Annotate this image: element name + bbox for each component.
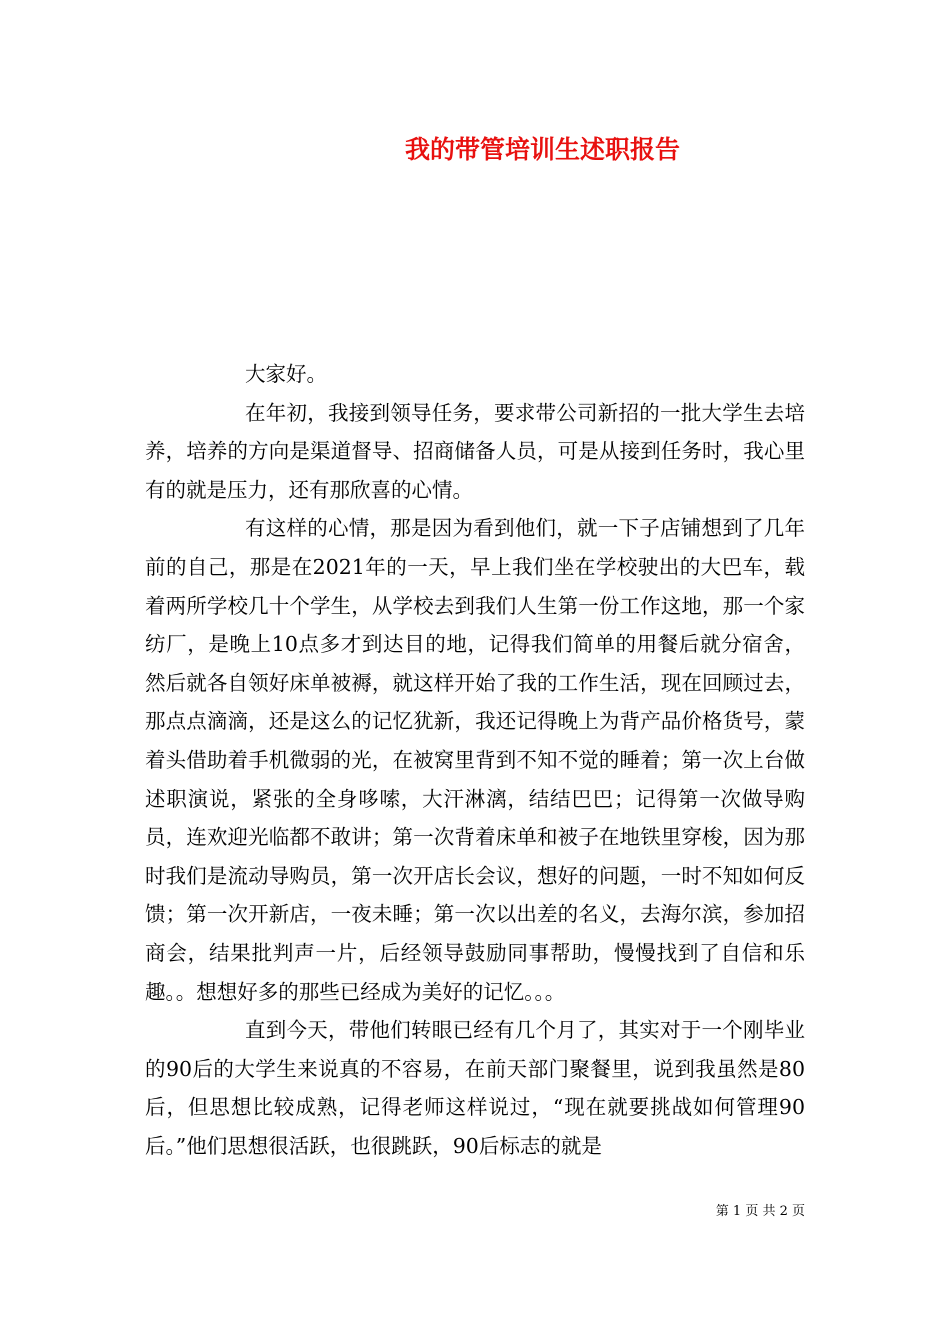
greeting-line: 大家好。	[245, 362, 327, 386]
page-number-footer: 第 1 页 共 2 页	[715, 1204, 805, 1219]
paragraph-2: 有这样的心情，那是因为看到他们，就一下子店铺想到了几年前的自己，那是在2021年的一天，早上我们坐在学校驶出的大巴车，载着两所学校几十个学生，从学校去到我们人生第一份工作这地，那一个家纺厂，是晚上10点多才到达目的地，记得我们简单的用餐后就分宿舍，然后就各自领好床单被褥，就这样开始了我的工作生活，现在回顾过去，那点点滴滴，还是这么的记忆犹新，我还记得晚上为背产品价格货号，蒙着头借助着手机微弱的光，在被窝里背到不知不觉的睡着；第一次上台做述职演说，紧张的全身哆嗦，大汗淋漓，结结巴巴；记得第一次做导购员，连欢迎光临都不敢讲；第一次背着床单和被子在地铁里穿梭，因为那时我们是流动导购员，第一次开店长会议，想好的问题，一时不知如何反馈；第一次开新店，一夜未睡；第一次以出差的名义，去海尔滨，参加招商会，结果批判声一片，后经领导鼓励同事帮助，慢慢找到了自信和乐趣。。想想好多的那些已经成为美好的记忆。。。	[145, 516, 805, 1004]
document-title: 我的带管培训生述职报告	[404, 135, 680, 164]
paragraph-1: 在年初，我接到领导任务，要求带公司新招的一批大学生去培养，培养的方向是渠道督导、招商储备人员，可是从接到任务时，我心里有的就是压力，还有那欣喜的心情。	[145, 400, 805, 502]
paragraph-3: 直到今天，带他们转眼已经有几个月了，其实对于一个刚毕业的90后的大学生来说真的不容易，在前天部门聚餐里，说到我虽然是80后，但思想比较成熟，记得老师这样说过，“现在就要挑战如何管理90后。”他们思想很活跃，也很跳跃，90后标志的就是	[145, 1018, 805, 1158]
document-body	[145, 355, 805, 1165]
